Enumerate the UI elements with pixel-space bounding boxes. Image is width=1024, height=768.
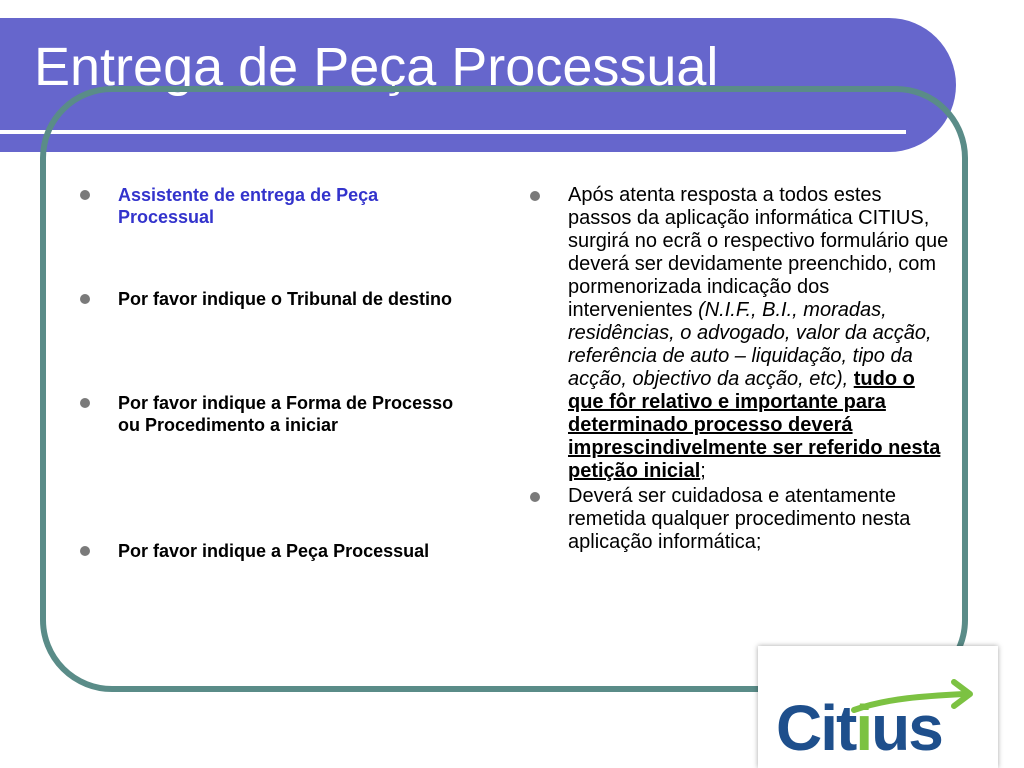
right-bullet-end: ;	[700, 460, 706, 482]
left-bullet-item	[80, 540, 470, 562]
slide-title: Entrega de Peça Processual	[34, 37, 719, 97]
right-bullet-text: Após atenta resposta a todos estes passos da aplicação informática CITIUS, surgirá no ecrã o respectivo formulário que deverá ser devidamente preenchido, com pormenorizada indicação dos intervenientes	[568, 184, 949, 321]
citius-logo	[758, 646, 998, 768]
bullet-icon	[530, 191, 540, 201]
bullet-icon	[80, 546, 90, 556]
logo-text-part1: Cit	[776, 692, 856, 764]
right-bullet-list	[530, 184, 950, 554]
right-bullet-item	[530, 485, 950, 554]
logo-text-part3: us	[871, 692, 942, 764]
left-bullet-text: Assistente de entrega de Peça Processual	[118, 185, 379, 227]
svg-text:Citius	[776, 692, 942, 764]
bullet-icon	[80, 398, 90, 408]
left-bullet-item	[80, 392, 470, 436]
right-bullet-text: Deverá ser cuidadosa e atentamente remetida qualquer procedimento nesta aplicação informática;	[568, 485, 911, 553]
right-bullet-italic-text: (N.I.F., B.I., moradas, residências, o advogado, valor da acção, referência de auto – liquidação, tipo da acção, objectivo da acção, etc),	[568, 299, 932, 390]
right-column	[530, 184, 950, 554]
left-bullet-text: Por favor indique a Forma de Processo ou Procedimento a iniciar	[118, 393, 454, 435]
bullet-icon	[80, 294, 90, 304]
logo-text-part2: i	[855, 692, 872, 764]
citius-logo-graphic	[758, 646, 998, 768]
left-bullet-text: Por favor indique o Tribunal de destino	[118, 289, 453, 309]
bullet-icon	[530, 492, 540, 502]
right-bullet-emphasis-text: tudo o que fôr relativo e importante para determinado processo deverá imprescindivelmente ser referido nesta petição inicial	[568, 368, 941, 482]
left-bullet-list	[80, 184, 470, 562]
right-bullet-item	[530, 184, 950, 483]
left-bullet-item	[80, 288, 470, 310]
left-bullet-item	[80, 184, 470, 228]
left-bullet-text: Por favor indique a Peça Processual	[118, 541, 430, 561]
bullet-icon	[80, 190, 90, 200]
left-column	[80, 184, 470, 562]
